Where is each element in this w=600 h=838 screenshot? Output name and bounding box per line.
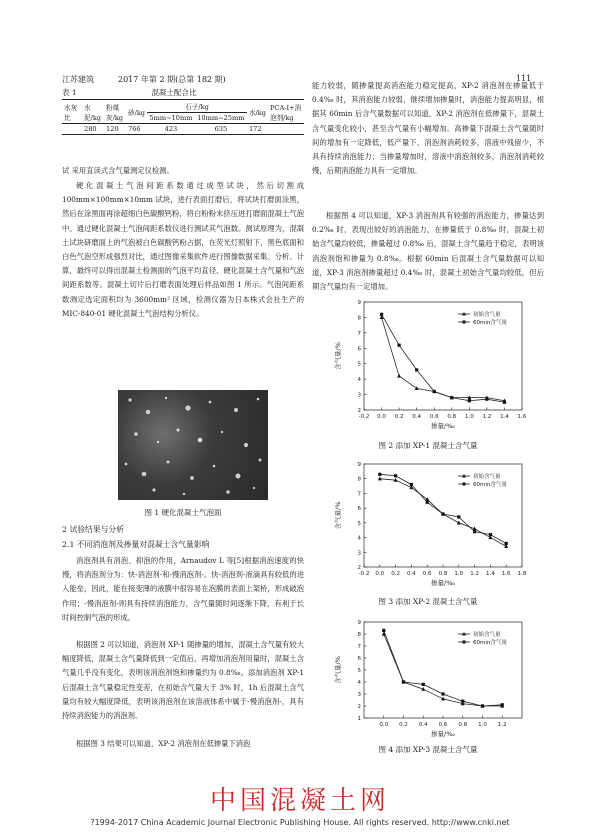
x-tick-label: 0.0 <box>379 722 389 728</box>
x-tick-label: 0.0 <box>375 571 385 577</box>
data-point <box>461 700 464 703</box>
x-axis-label: 掺量/‰ <box>431 730 455 738</box>
paragraph-21c: 根据图 3 结果可以知道，XP-2 消泡剂在低掺量下消泡 <box>76 739 251 748</box>
fig1-caption: 图 1 硬化混凝土气泡面 <box>144 508 222 517</box>
data-point <box>481 704 484 707</box>
y-tick-label: 5 <box>357 361 361 368</box>
x-tick-label: 1.2 <box>482 414 492 420</box>
footer-copyright: ?1994-2017 China Academic Journal Electronic Publishing House. All rights reserved. http://www.cnki.net <box>90 818 510 827</box>
td-stone-b: 635 <box>214 125 228 133</box>
y-tick-label: 9 <box>357 620 361 626</box>
th-wcr: 水灰比 <box>64 103 78 122</box>
data-point <box>468 399 471 402</box>
bubble-dots <box>118 390 268 500</box>
x-tick-label: -0.2 <box>358 414 370 420</box>
legend-label: 60min含气量 <box>473 482 507 488</box>
data-point <box>422 683 425 686</box>
x-tick-label: 0.2 <box>399 722 408 728</box>
x-tick-label: 0.0 <box>377 414 386 420</box>
legend-label: 初始含气量 <box>473 632 501 638</box>
data-point <box>433 390 436 393</box>
data-point <box>415 386 419 390</box>
x-tick-label: 0.4 <box>418 722 428 728</box>
data-point <box>380 313 383 316</box>
y-axis-label: 含气量/% <box>334 656 342 684</box>
table-caption-title: 混凝土配合比 <box>151 88 197 97</box>
x-tick-label: 0.6 <box>429 414 439 420</box>
table-caption-no: 表 1 <box>62 88 77 97</box>
legend-label: 60min含气量 <box>473 640 507 646</box>
fig2-caption: 图 2 添加 XP-1 混凝土含气量 <box>378 441 478 450</box>
plot-frame <box>364 302 522 410</box>
td-cement: 280 <box>84 125 97 133</box>
x-tick-label: 0.6 <box>422 571 432 577</box>
table-caption <box>62 87 304 99</box>
data-point <box>394 474 397 477</box>
y-tick-label: 6 <box>357 656 361 662</box>
th-stone-b: 10mm~25mm <box>197 114 245 122</box>
x-tick-label: 0.6 <box>438 722 448 728</box>
fig2-chart <box>330 296 530 436</box>
y-axis-label: 含气量/% <box>334 342 342 370</box>
y-tick-label: 5 <box>357 668 361 674</box>
legend-marker <box>463 321 466 324</box>
data-point <box>485 398 488 401</box>
x-tick-label: 1.6 <box>517 414 527 420</box>
y-tick-label: 4 <box>357 377 361 384</box>
data-point <box>397 374 401 378</box>
data-point <box>503 401 506 404</box>
y-tick-label: 3 <box>357 692 361 698</box>
y-tick-label: 7 <box>357 644 361 650</box>
y-tick-label: 2 <box>357 704 361 710</box>
x-tick-label: 1.2 <box>497 722 507 728</box>
hardened-concrete-bubble-image <box>118 390 268 500</box>
test-method-title: 试 采用直读式含气量测定仪检测。 <box>62 166 174 175</box>
th-flyash: 粉煤灰/kg <box>106 103 124 122</box>
td-wcr-blank <box>62 124 82 135</box>
paragraph-r1: 能力较弱，随掺量提高消泡能力稳定提高，XP-2 消泡剂在掺量低于 0.4‰ 时，其消泡能力较弱，继续增加掺量时，消泡能力提高明显，根据其 60min 后含气量数据可以知道，XP-2 消泡剂在低掺量下，混凝土含气量变化较小，甚至含气量有小幅增加。高掺量下混凝土含气量随时间的增加有一定降低，低产量下，消泡剂消耗较多，溶液中残留少，不具有持续消泡能力；当掺量增加时，溶液中消泡剂较多，消泡剂消耗较慢，后期消泡能力具有一定增加。 <box>312 81 544 176</box>
y-tick-label: 8 <box>357 632 361 638</box>
data-point <box>457 515 460 518</box>
td-flyash: 120 <box>106 125 119 133</box>
td-water: 172 <box>248 125 262 133</box>
data-point <box>457 521 461 525</box>
td-sand: 766 <box>128 125 141 133</box>
data-point <box>450 396 453 399</box>
y-tick-label: 2 <box>357 408 361 414</box>
x-tick-label: 1.4 <box>486 571 495 577</box>
th-water: 水/kg <box>248 108 266 117</box>
journal-name: 江苏建筑 <box>62 75 94 84</box>
x-tick-label: 1.0 <box>454 571 464 577</box>
y-tick-label: 4 <box>357 680 361 686</box>
section-21-title: 2.1 不同消泡剂及掺量对混凝土含气量影响 <box>62 540 210 549</box>
x-tick-label: 1.6 <box>501 571 511 577</box>
data-point <box>489 533 492 536</box>
th-sand: 砂/kg <box>128 108 146 117</box>
data-point <box>402 680 405 683</box>
x-tick-label: 0.2 <box>391 571 400 577</box>
paragraph-21a: 消泡剂具有消泡、抑泡的作用，Arnaudov L 等[5]根据消泡速度的快慢，将消泡剂分为：快-消泡剂-和-慢消泡剂-。快-消泡剂-液滴具有较低的进入能垒，因此，能在接变薄的液膜中很容易在泡膜的表面上架桥，形成破泡作用；-慢消泡剂-则具有持续消泡能力，含气量随时间逐渐下降，有利于长时间控制气泡的形成。 <box>62 556 304 622</box>
data-point <box>473 530 476 533</box>
td-stone-a: 423 <box>164 125 178 133</box>
y-tick-label: 2 <box>357 565 361 571</box>
legend-label: 初始含气量 <box>473 312 501 318</box>
y-tick-label: 6 <box>357 346 361 353</box>
y-tick-label: 6 <box>357 506 361 513</box>
y-tick-label: 9 <box>357 300 361 306</box>
x-tick-label: 1.0 <box>478 722 487 728</box>
fig4-chart <box>330 616 530 744</box>
fig3-chart <box>330 458 530 593</box>
footer-brand: 中国混凝土网 <box>209 786 390 816</box>
x-tick-label: -0.2 <box>358 571 370 577</box>
th-cement: 水泥/kg <box>84 103 102 122</box>
paragraph-r2: 根据图 4 可以知道，XP-3 消泡剂具有较强的消泡能力，掺量达到 0.2‰ 时，表现出较好的消泡能力，在掺量低于 0.8‰ 时，混凝土初始含气量均较低，掺量超过 0.8‰ 后，混凝土含气量趋于稳定，表明该消泡剂饱和掺量为 0.8‰。根据 60min 后混凝土含气量数据可以知道，XP-3 消泡剂掺量超过 0.4‰ 时，混凝土初始含气量均较低，但后期含气量均有一定增加。 <box>312 211 544 292</box>
data-point <box>398 344 401 347</box>
fig4-caption: 图 4 添加 XP-3 混凝土含气量 <box>378 745 478 754</box>
x-tick-label: 0.8 <box>458 722 468 728</box>
legend-marker <box>463 641 466 644</box>
data-point <box>505 542 508 545</box>
x-tick-label: 0.8 <box>438 571 448 577</box>
x-tick-label: 0.8 <box>447 414 457 420</box>
y-tick-label: 8 <box>357 315 361 322</box>
x-tick-label: 1.0 <box>464 414 474 420</box>
y-tick-label: 1 <box>357 716 361 722</box>
data-point <box>501 703 504 706</box>
th-stone: 石子/kg <box>147 100 247 113</box>
y-tick-label: 4 <box>357 535 361 542</box>
test-method-paragraph: 硬化混凝土气泡间距系数通过成型试块，然后切割成 100mm×100mm×10mm 试块，进行表面打磨后，将试块打磨面涂黑，然后在涂黑面再涂超细白色碳酸钙粉，将白粉粉末挤压进打磨面混凝土气泡中。通过硬化混凝土气泡间距系数仪进行测试其气泡数。测试原理为，混凝土试块研磨面上的气泡被白色碳酸钙粉占据，在荧光灯照射下，黑色底面和白色气泡空形成强烈对比，通过图像采集软件进行图像数据采集、分析、计算，最终可以得出混凝土检测面的气泡平均直径、硬化混凝土含气量和气泡间距系数等。混凝土切片后打磨表面处理后样品如图 1 所示。气泡间距系数测定选定面积均为 3600mm² 区域，检测仪器为日本株式会社生产的 MIC-840-01 硬化混凝土气泡结构分析仪。 <box>62 181 304 318</box>
data-point <box>415 368 418 371</box>
data-point <box>378 473 381 476</box>
y-axis-label: 含气量/% <box>334 501 342 530</box>
table-1 <box>62 87 304 135</box>
data-point <box>441 692 444 695</box>
x-tick-label: 1.8 <box>517 571 527 577</box>
th-pca: PCA-Ⅰ+消泡剂/kg <box>270 103 302 122</box>
y-tick-label: 5 <box>357 520 361 527</box>
section-2-title: 2 试验结果与分析 <box>62 525 125 534</box>
th-stone-a: 5mm~10mm <box>149 114 193 122</box>
y-tick-label: 9 <box>357 462 361 468</box>
data-point <box>378 477 382 481</box>
page-number: 111 <box>516 74 532 83</box>
y-tick-label: 8 <box>357 476 361 483</box>
series-line-2 <box>382 314 505 402</box>
issue-info: 2017 年第 2 期(总第 182 期) <box>118 75 226 84</box>
x-tick-label: 1.2 <box>470 571 479 577</box>
mix-proportion-table <box>62 100 304 134</box>
data-point <box>382 629 385 632</box>
legend-label: 初始含气量 <box>473 474 501 480</box>
x-tick-label: 0.4 <box>407 571 416 577</box>
td-pca-blank <box>268 124 304 135</box>
x-tick-label: 0.2 <box>394 414 404 420</box>
fig3-caption: 图 3 添加 XP-2 混凝土含气量 <box>378 597 478 606</box>
y-tick-label: 7 <box>357 330 361 337</box>
y-tick-label: 3 <box>357 550 361 557</box>
data-point <box>426 501 429 504</box>
data-point <box>441 512 444 515</box>
y-tick-label: 7 <box>357 491 361 498</box>
legend-marker <box>463 483 466 486</box>
data-point <box>410 483 413 486</box>
x-axis-label: 掺量/‰ <box>431 579 455 587</box>
paragraph-21b: 根据图 2 可以知道，消泡剂 XP-1 随掺量的增加，混凝土含气量有较大幅度降低，混凝土含气量降低到一定值后，再增加消泡剂用量时，混凝土含气量几乎没有变化，表明该消泡剂饱和掺量约为 0.8‰。添加消泡剂 XP-1 后混凝土含气量稳定性变差，在初始含气量大于 3% 时，1h 后混凝土含气量均有较大幅度降低，表明该消泡剂在该溶液体系中属于-慢消泡剂-，具有持续消泡能力的消泡剂。 <box>62 640 304 721</box>
legend-label: 60min含气量 <box>473 320 507 326</box>
x-axis-label: 掺量/‰ <box>431 422 455 430</box>
x-tick-label: 0.4 <box>412 414 422 420</box>
series-line-1 <box>382 317 505 400</box>
x-tick-label: 1.4 <box>500 414 509 420</box>
y-tick-label: 3 <box>357 392 361 399</box>
